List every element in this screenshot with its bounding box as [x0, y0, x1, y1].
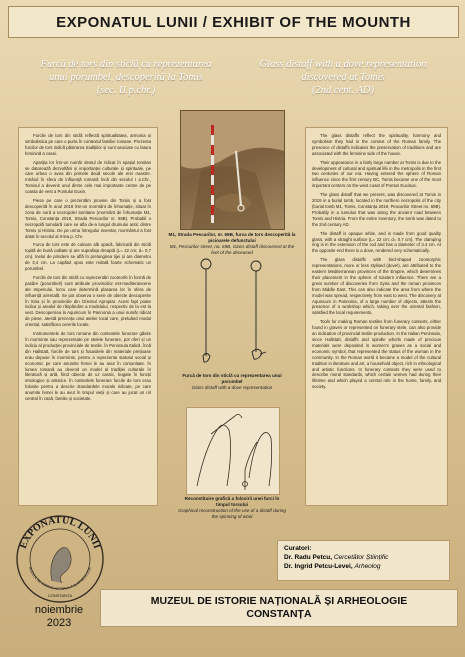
museum-logo — [14, 513, 106, 605]
curator-role: Cercetător Științific — [333, 554, 389, 561]
date-month: noiembrie — [34, 604, 84, 616]
subtitle-en-line: Glass distaff with a dove representation — [259, 59, 427, 70]
curator-row — [284, 562, 443, 571]
recon-caption-en: Graphical reconstruction of the use of a distaff during the spinning of wool — [178, 508, 286, 519]
curators-box — [277, 540, 450, 581]
recon-caption-ro: Reconstituire grafică a folosirii unei furci în timpul torsului — [184, 496, 280, 507]
paragraph: Furca de tors este de culoare alb opacă, fabricată din sticlă topită de bună calitate și are suprafața dreaptă (L= 22 cm; d= 0,7 cm). Inelul de prindere se află în prelungirea tijei și are diametru de 3,4 cm. La capătul opus este redată foarte schematic un porumbel. — [25, 242, 151, 272]
museum-name-line: MUZEUL DE ISTORIE NAȚIONALĂ ȘI ARHEOLOGIE — [150, 595, 408, 607]
english-text-column — [305, 127, 448, 506]
curator-role: Arheolog — [354, 563, 381, 570]
logo-ring-text: MUZEUL DE ISTORIE NAȚIONALĂ ȘI ARHEOLOGIE — [27, 566, 93, 591]
subtitle-ro-line: unui porumbel, descoperită la Tomis — [49, 72, 203, 83]
paragraph: The glass distaff that we present, was discovered at Tomis in 2019 in a burial tomb, located in the northern necropolis of the city (burial tomb M1, Tomis, Constanța 2019, Pescarilor Street no. 69B). Probably in a tumulus that was along the ancient road between Tomis and Histria. From the entire inventory, the tomb was dated to the 2nd century AD. — [312, 192, 441, 227]
curator-name: Dr. Radu Petcu, — [284, 554, 333, 561]
paragraph: Instrumentele de tors romane din contextele funerare găsite în morminte sau reprezentate pe stelele funerare, pot oferi și un indiciu al producției provinciale de textile. În Peninsula Italică, încă din Hallstatt, furcile de tors și fusaiolele din materiale prețioase erau depuse în morminte, pentru a reprezenta statutul social și economic pe care anumite femei le au avut în comunitate. În lumea romană au devenit un model al tradiției culturale în literatură și artă, fiind obiecte de uz casnic, bogate în funcții etnologice și artistice. În contextele funerare furcile de tors erau folosite pentru a descrie standardele morale ridicate, pe care anumite femei le au avut în timpul vieții și care au jucat un rol central în casă, familie și societate. — [25, 331, 151, 402]
date-year: 2023 — [46, 617, 72, 629]
curator-name: Dr. Ingrid Petcu-Levei, — [284, 563, 353, 570]
svg-text:EXPONATUL LUNII — [18, 515, 103, 550]
drawing-caption-en: Glass distaff with a dove representation — [191, 385, 273, 390]
paragraph: Apariția lor într-un număr destul de ridicat în spațiul tomitan se datorează dezvoltării și importanței culturale și spirituale, pe care urbea o avea din primele două secole ale erei noastre. Intrând în sfera de influență romană încă din secolul I a.Chr., Tomisul a devenit unul dintre cele mai importante centre de pe coasta de vest a Pontului Euxin. — [25, 159, 151, 195]
title-bar — [8, 6, 459, 38]
logo-seal — [14, 513, 106, 605]
paragraph: Their appearance in a fairly large number at Tomis is due to the development of cultural and spiritual life in the metropolis in the first two centuries of our era. Having entered the sphere of Roman influence since the first century BC, Tomis became one of the most important centers on the west coast of Pontus Euxinus. — [312, 159, 441, 189]
spinning-reconstruction-illustration — [186, 407, 280, 495]
exhibit-date — [16, 604, 102, 630]
curator-row — [284, 553, 443, 562]
subtitle-en-line: (2nd cent. AD) — [312, 85, 374, 96]
subtitle-romanian — [18, 58, 234, 97]
drawing-caption-ro: Furcă de tors din sticlă cu reprezentarea unui porumbel — [182, 373, 282, 384]
excavation-photo-drawing — [181, 111, 284, 229]
paragraph: The glass distaffs reflect the spirituality, harmony and symbolism they had in the context of the Roman family. The presence of distaffs indicates the preservation of traditions and are associated with the feminine side of the house. — [312, 133, 441, 156]
distaff-drawing — [186, 256, 278, 370]
drawing-caption — [178, 373, 286, 391]
subtitle-en-line: discovered at Tomis — [301, 72, 385, 83]
subtitle-ro-line: (sec. II p.chr.) — [96, 85, 156, 96]
museum-name-line: CONSTANȚA — [246, 608, 312, 620]
subtitle-ro-line: Furcă de tors din sticlă cu reprezentarea — [40, 59, 212, 70]
paragraph: Piesa pe care o prezentăm provine din Tomis și a fost descoperită în anul 2019 într-un mormânt de înhumație, situat în zona de nord a necropolei tomitane (mormânt de înhumație M1, Tomis, Constanța 2019, Strada Pescarilor nr. 69B). Probabil o necropolă tumulară care se afla de-a lungul drumului antic dintre Tomis și Histria. De pe urma întregului inventar, mormântul a fost datat în secolul al II-lea p. Chr. — [25, 198, 151, 239]
reconstruction-caption — [178, 496, 286, 520]
excavation-photo — [180, 110, 285, 230]
spinning-reconstruction-drawing — [187, 408, 279, 494]
paragraph: The distaff is opaque white, and is made from good quality glass, with a straight surface (L= 22 cm; d= 0.7 cm). The clamping ring is in the extension of the rod and has a diameter of 3.4 cm. At the opposite end there is a dove, rendered very schematically. — [312, 230, 441, 254]
curators-heading: Curatori: — [284, 545, 312, 552]
subtitle-english — [238, 58, 448, 97]
photo-caption-en: M1, Pescarilor street, no. 69B, Glass distaff discovered at the feet of the deceased — [169, 244, 295, 255]
paragraph: Furcile de tors din sticlă cu reprezentări zoomorfe în formă de pasăre (porumbel!) sunt atribuite provinciilor est-mediteraneene ale Imperiului, lucru care determină plasarea lor în sfera de influență orientală. Se pot observa o serie de obiecte descoperite în Siria și în provinciile din Orientul Apropiat. Acest fapt poate indica și arealul de răspândire a modelului, respectiv de la est la vest. Descoperirea la Aquincum în Pannonia a unui număr ridicat de piese, atestă prezența unui atelier local care, preluând modul oriental, satisfăcea cererile locale. — [25, 274, 151, 328]
photo-caption — [166, 232, 298, 256]
logo-top-text: EXPONATUL LUNII — [17, 514, 103, 551]
paragraph: The glass distaffs with bird-shaped zoomorphic representations, more or less stylised (dove!), are attributed to the eastern Mediterranean provinces of the Empire, which determines their placement in the sphere of Eastern influence. There are a great number of discoveries from Syria and the roman provinces from Middle East. This can also indicate the area from where the model was spread, respectively from east to west. The discovery at Aquincum in Pannonia, of a large number of objects, attests the presence of a workshop which, taking over the oriental fashion, satisfied the local requirements. — [312, 257, 441, 316]
logo-bottom-text: CONSTANȚA — [47, 593, 73, 598]
paragraph: Furcile de tors din sticlă reflectă spiritualitatea, armonia și simbolistica pe care o purta în contextul familiei romane. Prezenta furcilor de tors indică păstrarea tradițiilor și sunt asociate cu latura feminină a casei. — [25, 133, 151, 156]
page-title: EXPONATUL LUNII / EXHIBIT OF THE MOUNTH — [56, 13, 411, 31]
paragraph: Tools for making Roman textiles from funerary contexts, either found in graves or represented on funerary stele, can also provide an indication of provincial textile production. In the Italian Peninsula, since Hallstatt, distaffs and spindle whorls made of precious materials were deposited in women's graves as a social and economic symbol, that represented the status of the woman in the community. In the Roman world it became a model of the cultural tradition in literature and art, a household object, rich in ethnological and artistic functions. In funerary contexts they were used to describe moral standards, which certain women had during their lifetime and which played a central role in the home, family, and society. — [312, 319, 441, 390]
distaff-drawings — [186, 256, 278, 370]
romanian-text-column — [18, 127, 158, 506]
museum-name-box — [100, 589, 458, 627]
photo-caption-ro: M1, Strada Pescarilor, nr. 69B, furca de tors descoperită la picioarele defunctului — [168, 232, 296, 243]
